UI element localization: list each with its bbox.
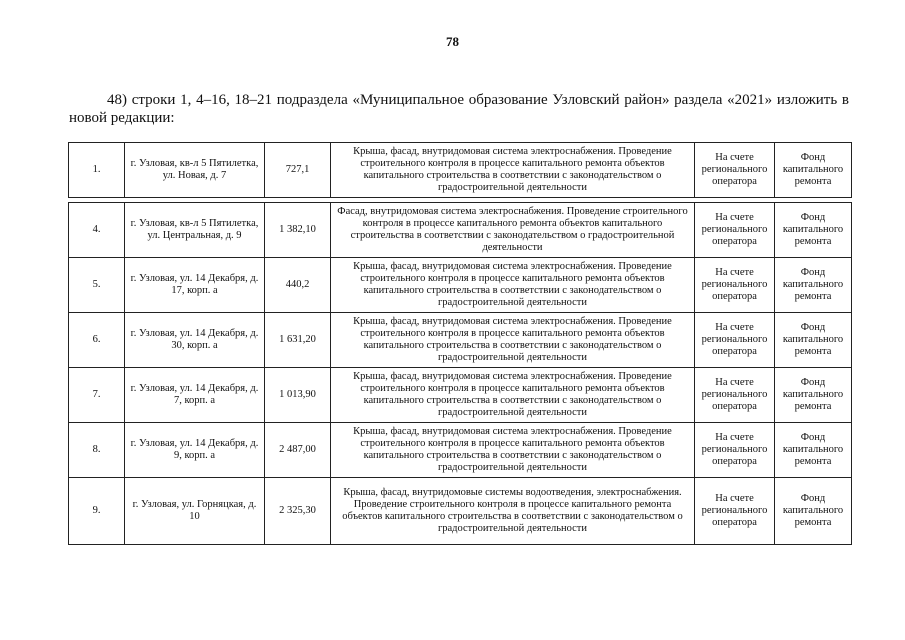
row-number: 7. — [69, 368, 125, 423]
fund-cell: Фонд капитального ремонта — [775, 258, 852, 313]
fund-cell: Фонд капитального ремонта — [775, 143, 852, 198]
page-number: 78 — [446, 34, 459, 49]
fund-cell: Фонд капитального ремонта — [775, 313, 852, 368]
intro-text: 48) строки 1, 4–16, 18–21 подраздела «Муниципальное образование Узловский район» раздела «2021» изложить в новой редакции: — [69, 92, 849, 126]
work-description-cell: Крыша, фасад, внутридомовые системы водоотведения, электроснабжения. Проведение строительного контроля в процессе капитального ремонта объектов капитального строительства в соответствии с законодательством о градостроительной деятельности — [331, 478, 695, 545]
repair-table — [68, 142, 852, 545]
area-cell: 727,1 — [265, 143, 331, 198]
table-row — [69, 203, 852, 258]
account-cell: На счете регионального оператора — [695, 203, 775, 258]
intro-paragraph — [69, 91, 849, 127]
address-cell: г. Узловая, ул. 14 Декабря, д. 7, корп. а — [125, 368, 265, 423]
area-cell: 2 487,00 — [265, 423, 331, 478]
fund-cell: Фонд капитального ремонта — [775, 368, 852, 423]
table-row — [69, 313, 852, 368]
account-cell: На счете регионального оператора — [695, 258, 775, 313]
address-cell: г. Узловая, ул. Горняцкая, д. 10 — [125, 478, 265, 545]
address-cell: г. Узловая, ул. 14 Декабря, д. 30, корп. а — [125, 313, 265, 368]
account-cell: На счете регионального оператора — [695, 368, 775, 423]
table-row — [69, 368, 852, 423]
account-cell: На счете регионального оператора — [695, 143, 775, 198]
address-cell: г. Узловая, кв-л 5 Пятилетка, ул. Новая, д. 7 — [125, 143, 265, 198]
table-row — [69, 143, 852, 198]
work-description-cell: Крыша, фасад, внутридомовая система электроснабжения. Проведение строительного контроля в процессе капитального ремонта объектов капитального строительства в соответствии с законодательством о градостроительной деятельности — [331, 258, 695, 313]
area-cell: 1 013,90 — [265, 368, 331, 423]
account-cell: На счете регионального оператора — [695, 423, 775, 478]
table-body — [69, 143, 852, 545]
fund-cell: Фонд капитального ремонта — [775, 203, 852, 258]
work-description-cell: Крыша, фасад, внутридомовая система электроснабжения. Проведение строительного контроля в процессе капитального ремонта объектов капитального строительства в соответствии с законодательством о градостроительной деятельности — [331, 368, 695, 423]
row-number: 4. — [69, 203, 125, 258]
area-cell: 1 631,20 — [265, 313, 331, 368]
area-cell: 440,2 — [265, 258, 331, 313]
work-description-cell: Крыша, фасад, внутридомовая система электроснабжения. Проведение строительного контроля в процессе капитального ремонта объектов капитального строительства в соответствии с законодательством о градостроительной деятельности — [331, 143, 695, 198]
row-number: 8. — [69, 423, 125, 478]
row-number: 5. — [69, 258, 125, 313]
row-number: 9. — [69, 478, 125, 545]
table-row — [69, 258, 852, 313]
area-cell: 1 382,10 — [265, 203, 331, 258]
work-description-cell: Крыша, фасад, внутридомовая система электроснабжения. Проведение строительного контроля в процессе капитального ремонта объектов капитального строительства в соответствии с законодательством о градостроительной деятельности — [331, 423, 695, 478]
address-cell: г. Узловая, кв-л 5 Пятилетка, ул. Центральная, д. 9 — [125, 203, 265, 258]
table-row — [69, 423, 852, 478]
fund-cell: Фонд капитального ремонта — [775, 423, 852, 478]
work-description-cell: Крыша, фасад, внутридомовая система электроснабжения. Проведение строительного контроля в процессе капитального ремонта объектов капитального строительства в соответствии с законодательством о градостроительной деятельности — [331, 313, 695, 368]
work-description-cell: Фасад, внутридомовая система электроснабжения. Проведение строительного контроля в процессе капитального ремонта объектов капитального строительства в соответствии с законодательством о градостроительной деятельности — [331, 203, 695, 258]
account-cell: На счете регионального оператора — [695, 313, 775, 368]
fund-cell: Фонд капитального ремонта — [775, 478, 852, 545]
address-cell: г. Узловая, ул. 14 Декабря, д. 17, корп. а — [125, 258, 265, 313]
row-number: 6. — [69, 313, 125, 368]
address-cell: г. Узловая, ул. 14 Декабря, д. 9, корп. а — [125, 423, 265, 478]
row-number: 1. — [69, 143, 125, 198]
area-cell: 2 325,30 — [265, 478, 331, 545]
table-row — [69, 478, 852, 545]
account-cell: На счете регионального оператора — [695, 478, 775, 545]
